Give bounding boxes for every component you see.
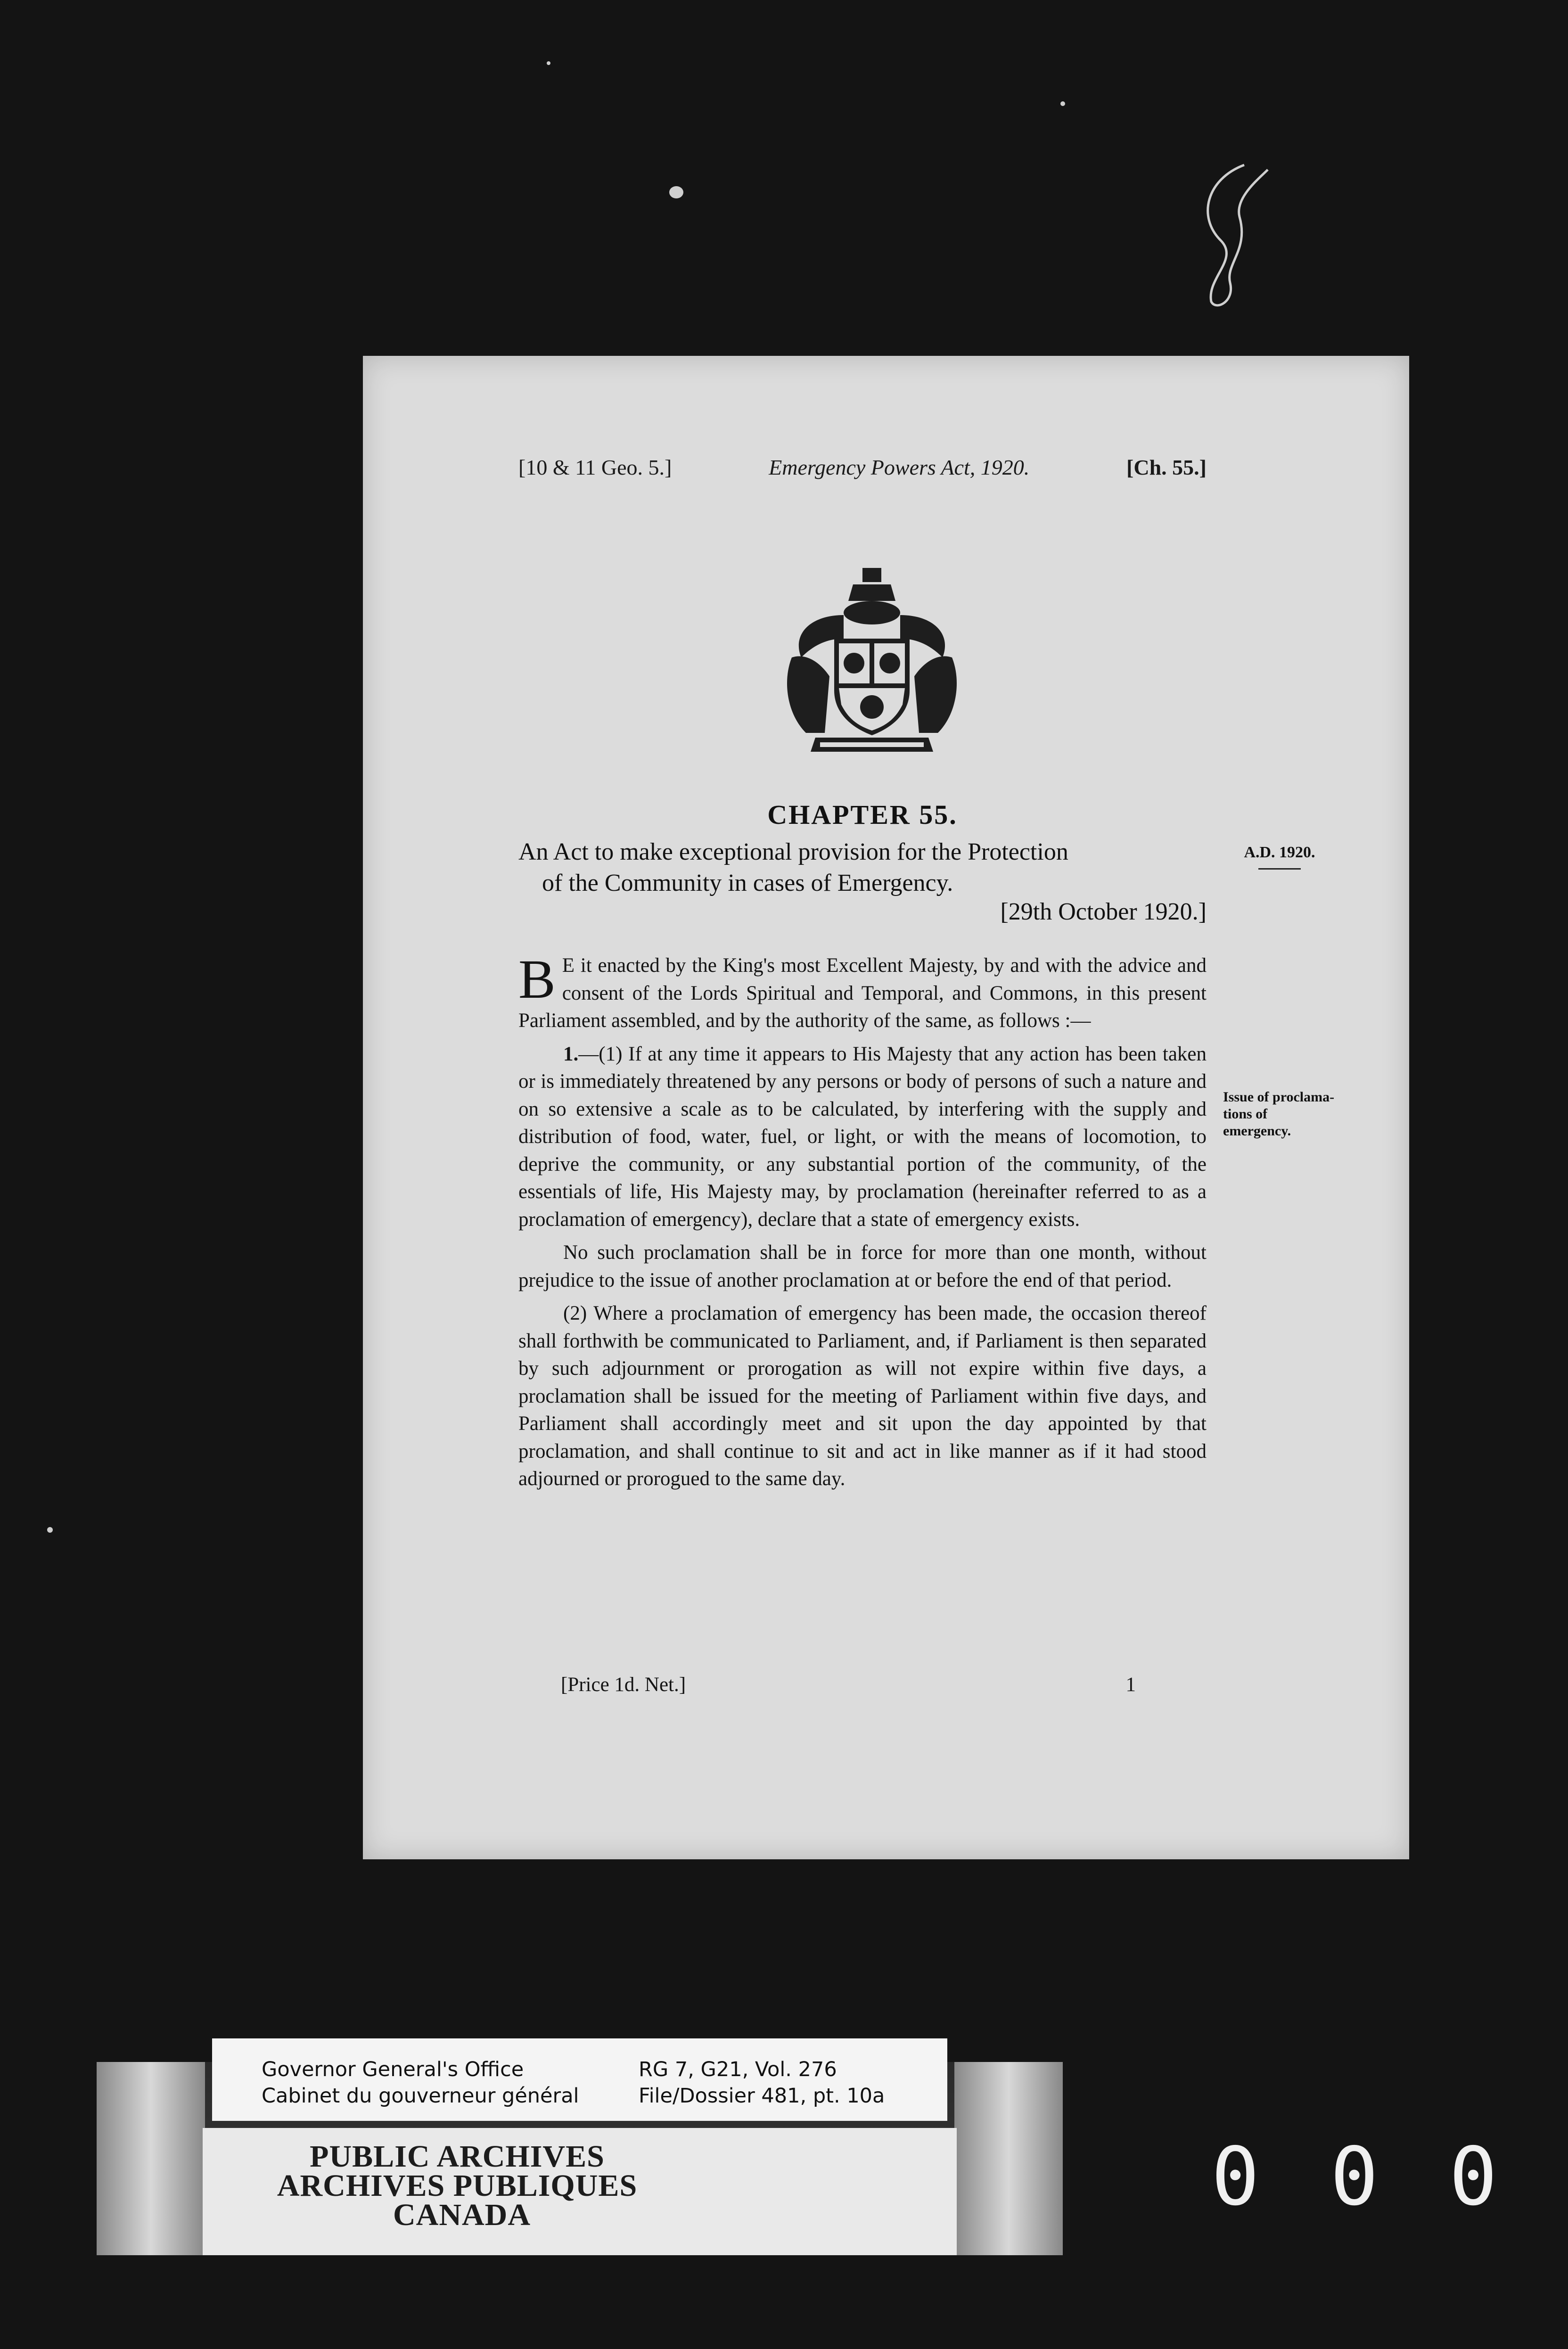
enacting-text: E it enacted by the King's most Excellent Majesty, by and with the advice and consent of the Lords Spiritual and Temporal, and Commons, in this present Parliament assembled, and by the authority of the same, as follows :— (518, 954, 1207, 1032)
frame-number: 000 (1211, 2130, 1568, 2224)
stamp-line-2: ARCHIVES PUBLIQUES (277, 2168, 638, 2203)
film-speck (47, 1527, 53, 1533)
section-1-number: 1. (563, 1043, 579, 1065)
royal-coat-of-arms-icon (773, 563, 971, 761)
record-group: RG 7, G21, Vol. 276 (639, 2058, 837, 2081)
margin-year (1223, 844, 1336, 870)
archive-label-office (262, 2056, 579, 2109)
margin-year-text: A.D. 1920. (1244, 844, 1315, 861)
section-1-subsection-2: (2) Where a proclamation of emergency has been made, the occasion thereof shall forthwith be communicated to Parliament, and, if Parliament is then separated by such adjournment or prorogation as will not expire within five days, a proclamation shall be issued for the meeting of Parliament within five days, and Parliament shall accordingly meet and sit upon the day appointed by that proclamation, and shall continue to sit and act in like manner as if it had stood adjourned or prorogued to the same day. (518, 1302, 1207, 1490)
section-1 (518, 1041, 1207, 1234)
page-footer (518, 1673, 1207, 1696)
enacting-formula (518, 948, 1207, 1035)
running-head-left: [10 & 11 Geo. 5.] (518, 455, 672, 479)
office-french: Cabinet du gouverneur général (262, 2084, 579, 2108)
page-number: 1 (1125, 1674, 1136, 1696)
chapter-heading: CHAPTER 55. (767, 799, 958, 830)
margin-note: Issue of proclama- tions of emergency. (1223, 1089, 1335, 1139)
file-dossier: File/Dossier 481, pt. 10a (639, 2084, 885, 2108)
archive-stamp (203, 2128, 957, 2255)
archive-label-reference (639, 2056, 885, 2109)
office-english: Governor General's Office (262, 2058, 524, 2081)
assent-date: [29th October 1920.] (1000, 898, 1207, 925)
drop-cap: B (518, 948, 556, 1010)
archive-label (212, 2038, 947, 2121)
film-speck (547, 61, 550, 65)
archive-stamp-text (203, 2139, 957, 2232)
stamp-line-1: PUBLIC ARCHIVES (310, 2139, 605, 2174)
running-head-chapter: [Ch. 55.] (1126, 455, 1207, 479)
act-body (518, 948, 1207, 1499)
strip-edge-right (954, 2062, 1063, 2255)
price-line: [Price 1d. Net.] (561, 1674, 686, 1696)
paragraph-duration: No such proclamation shall be in force for more than one month, without prejudice to the issue of another proclamation at or before the end of that period. (518, 1241, 1207, 1291)
section-1-text: —(1) If at any time it appears to His Majesty that any action has been taken or is immediately threatened by any persons or body of persons of such a nature and on so extensive a scale as to be calculated, by interfering with the supply and distribution of food, water, fuel, or light, or with the means of locomotion, to deprive the community, or any substantial portion of the community, of the essentials of life, His Majesty may, by proclamation (hereinafter referred to as a proclamation of emergency), declare that a state of emergency exists. (518, 1043, 1207, 1231)
running-head (518, 455, 1207, 480)
long-title-line-1: An Act to make exceptional provision for the Protection (518, 838, 1068, 865)
stamp-line-3: CANADA (393, 2198, 531, 2232)
document-page (363, 356, 1409, 1859)
margin-year-rule (1258, 868, 1301, 870)
long-title-line-2: of the Community in cases of Emergency. (542, 870, 953, 896)
running-head-title: Emergency Powers Act, 1920. (769, 455, 1030, 479)
thread-icon (1178, 160, 1272, 316)
film-speck (1060, 101, 1065, 106)
long-title (518, 837, 1207, 899)
film-speck (669, 186, 683, 198)
